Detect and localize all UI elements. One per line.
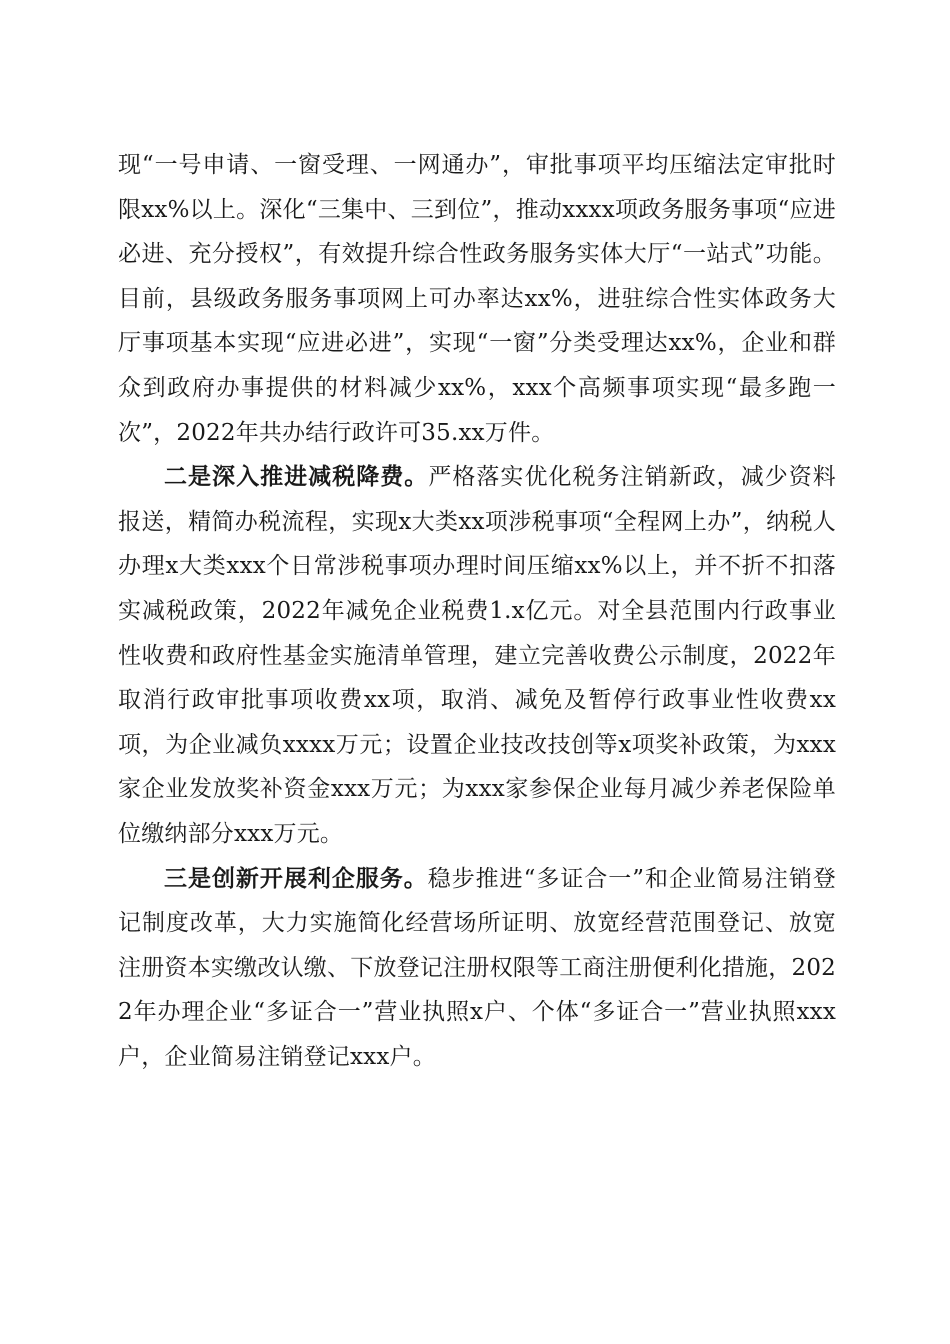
paragraph-tax-reduction xyxy=(118,455,836,856)
paragraph-heading: 二是深入推进减税降费。 xyxy=(164,463,429,491)
paragraph-body: 稳步推进“多证合一”和企业简易注销登记制度改革，大力实施简化经营场所证明、放宽经营范围登记、放宽注册资本实缴改认缴、下放登记注册权限等工商注册便利化措施，2022年办理企业“多证合一”营业执照x户、个体“多证合一”营业执照xxx户，企业简易注销登记xxx户。 xyxy=(118,865,836,1070)
document-page xyxy=(118,143,836,1079)
paragraph-body: 现“一号申请、一窗受理、一网通办”，审批事项平均压缩法定审批时限xx%以上。深化“三集中、三到位”，推动xxxx项政务服务事项“应进必进、充分授权”，有效提升综合性政务服务实体大厅“一站式”功能。目前，县级政务服务事项网上可办率达xx%，进驻综合性实体政务大厅事项基本实现“应进必进”，实现“一窗”分类受理达xx%，企业和群众到政府办事提供的材料减少xx%，xxx个高频事项实现“最多跑一次”，2022年共办结行政许可35.xx万件。 xyxy=(118,152,836,446)
paragraph-enterprise-service xyxy=(118,857,836,1080)
paragraph-continuation xyxy=(118,143,836,455)
paragraph-body: 严格落实优化税务注销新政，减少资料报送，精简办税流程，实现x大类xx项涉税事项“全程网上办”，纳税人办理x大类xxx个日常涉税事项办理时间压缩xx%以上，并不折不扣落实减税政策，2022年减免企业税费1.x亿元。对全县范围内行政事业性收费和政府性基金实施清单管理，建立完善收费公示制度，2022年取消行政审批事项收费xx项，取消、减免及暂停行政事业性收费xx项，为企业减负xxxx万元；设置企业技改技创等x项奖补政策，为xxx家企业发放奖补资金xxx万元；为xxx家参保企业每月减少养老保险单位缴纳部分xxx万元。 xyxy=(118,464,836,847)
paragraph-heading: 三是创新开展利企服务。 xyxy=(164,864,428,892)
